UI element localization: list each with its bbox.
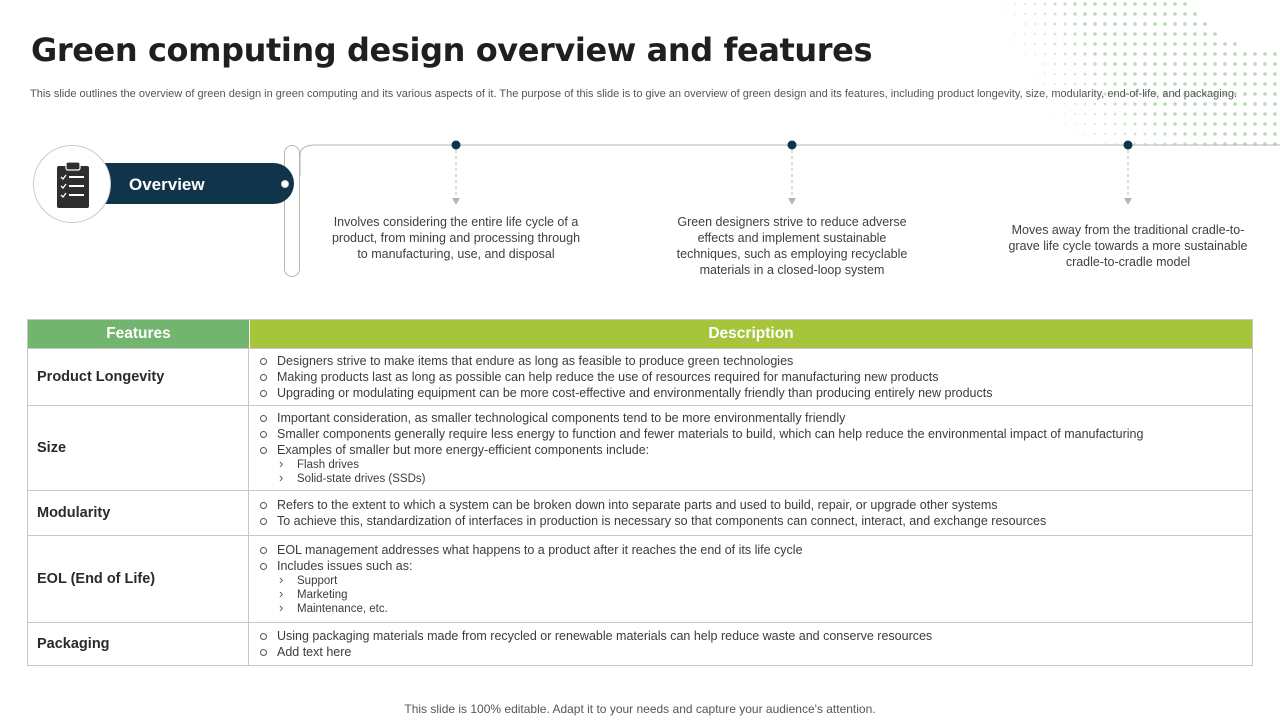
table-row-modularity xyxy=(28,490,1252,535)
timeline-marker-2 xyxy=(788,141,797,206)
feature-name: EOL (End of Life) xyxy=(28,536,249,622)
clipboard-icon xyxy=(56,161,90,209)
feature-description xyxy=(249,406,1252,490)
header-description: Description xyxy=(249,320,1252,348)
table-header xyxy=(28,320,1252,348)
overview-banner xyxy=(98,163,294,204)
table-row-product-longevity xyxy=(28,348,1252,405)
feature-description xyxy=(249,349,1252,405)
table-row-eol xyxy=(28,535,1252,622)
bullet: Designers strive to make items that endure as long as feasible to produce green technologies xyxy=(259,353,1252,369)
features-table xyxy=(27,319,1253,666)
feature-name: Product Longevity xyxy=(28,349,249,405)
bullet: EOL management addresses what happens to a product after it reaches the end of its life cycle xyxy=(259,542,1252,558)
overview-point-2: Green designers strive to reduce adverse effects and implement sustainable techniques, such as employing recyclable materials in a closed-loop system xyxy=(676,215,908,277)
sub-bullet: › Support xyxy=(259,574,1252,588)
overview-point-3: Moves away from the traditional cradle-to-grave life cycle towards a more sustainable cradle-to-cradle model xyxy=(1008,223,1248,269)
bullet: Upgrading or modulating equipment can be more cost-effective and environmentally friendly than producing entirely new products xyxy=(259,385,1252,401)
feature-description xyxy=(249,623,1252,665)
bullet: Includes issues such as: xyxy=(259,558,1252,574)
table-row-packaging xyxy=(28,622,1252,665)
feature-name: Modularity xyxy=(28,491,249,535)
bullet: Making products last as long as possible can help reduce the use of resources required for manufacturing new products xyxy=(259,369,1252,385)
bullet: Using packaging materials made from recycled or renewable materials can help reduce waste and conserve resources xyxy=(259,628,1252,644)
bullet: Refers to the extent to which a system can be broken down into separate parts and used to build, repair, or upgrade other systems xyxy=(259,497,1252,513)
sub-bullet: › Maintenance, etc. xyxy=(259,602,1252,616)
overview-point-1: Involves considering the entire life cycle of a product, from mining and processing through to manufacturing, use, and disposal xyxy=(331,215,581,261)
sub-bullet: › Marketing xyxy=(259,588,1252,602)
timeline-line xyxy=(300,145,1280,176)
bullet: Add text here xyxy=(259,644,1252,660)
footer-note: This slide is 100% editable. Adapt it to your needs and capture your audience's attention. xyxy=(404,702,876,716)
overview-label: Overview xyxy=(129,175,205,194)
header-features: Features xyxy=(28,320,249,348)
bullet: Important consideration, as smaller technological components tend to be more environmentally friendly xyxy=(259,410,1252,426)
overview-icon-circle xyxy=(33,145,111,223)
page-title: Green computing design overview and features xyxy=(31,31,873,69)
timeline-marker-1 xyxy=(452,141,461,206)
bullet: To achieve this, standardization of interfaces in production is necessary so that components can connect, interact, and exchange resources xyxy=(259,513,1252,529)
overview-connector-dot xyxy=(281,180,289,188)
sub-bullet: › Solid-state drives (SSDs) xyxy=(259,472,1252,486)
bullet: Examples of smaller but more energy-efficient components include: xyxy=(259,442,1252,458)
bullet: Smaller components generally require less energy to function and fewer materials to build, which can help reduce the environmental impact of manufacturing xyxy=(259,426,1252,442)
feature-description xyxy=(249,491,1252,535)
feature-name: Size xyxy=(28,406,249,490)
table-row-size xyxy=(28,405,1252,490)
feature-name: Packaging xyxy=(28,623,249,665)
sub-bullet: › Flash drives xyxy=(259,458,1252,472)
feature-description xyxy=(249,536,1252,622)
timeline-marker-3 xyxy=(1124,141,1133,206)
page-subtitle: This slide outlines the overview of green design in green computing and its various aspects of it. The purpose of this slide is to give an overview of green design and its features, including product longevity, size, modularity, end-of-life, and packaging. xyxy=(30,88,1238,100)
